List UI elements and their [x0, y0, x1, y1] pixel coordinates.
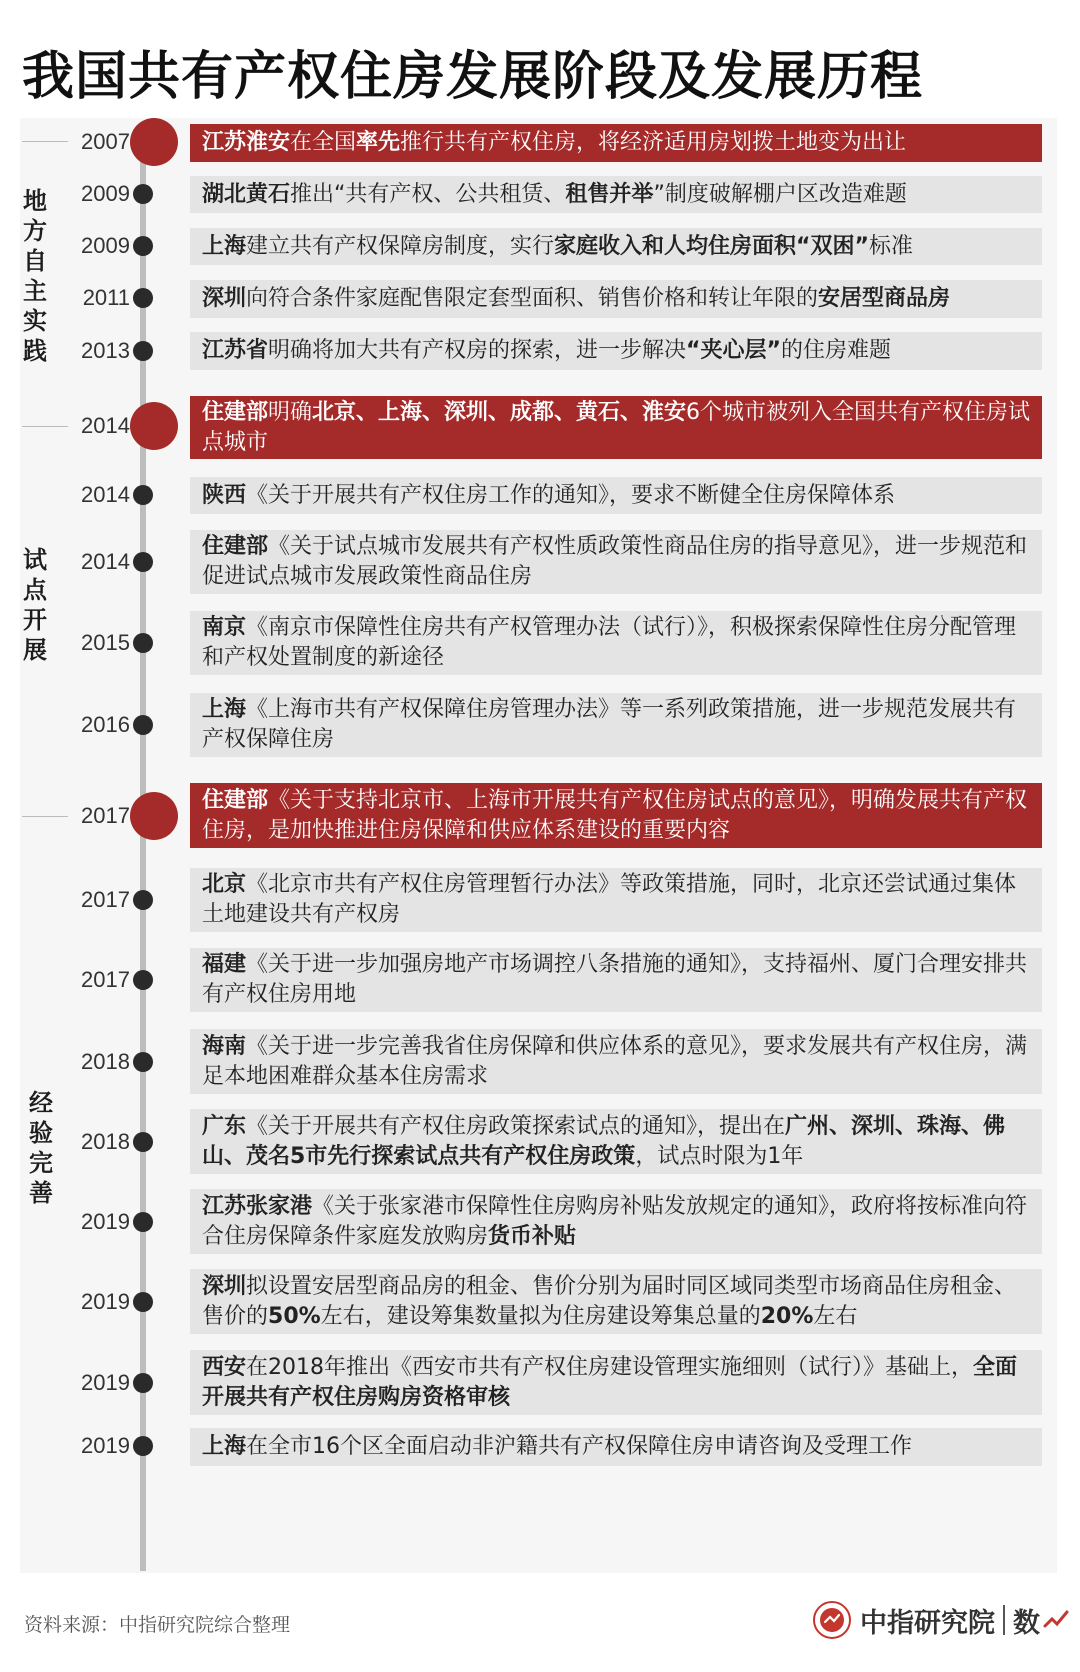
page-title: 我国共有产权住房发展阶段及发展历程	[22, 47, 924, 107]
event-marker	[133, 890, 153, 910]
body-text: 左右，建设筹集数量拟为住房建设筹集总量的	[320, 1303, 761, 1329]
milestone-description	[190, 396, 1042, 459]
milestone-description	[190, 124, 1042, 162]
event-description	[190, 1428, 1042, 1466]
body-text: 推行共有产权住房，将经济适用房划拨土地变为出让	[400, 130, 907, 155]
event-year: 2011	[82, 285, 130, 310]
body-text: 推出“共有产权、公共租赁、	[290, 181, 566, 207]
emphasis-text: 50%	[268, 1303, 321, 1329]
phase-label-refinement: 经验完善	[29, 1089, 53, 1207]
emphasis-text: 江苏省	[202, 338, 269, 363]
event-text	[202, 398, 1032, 458]
body-text: 《北京市共有产权住房管理暂行办法》等政策措施，同时，北京还尝试通过集体土地建设共有产权房	[202, 872, 1017, 927]
event-description	[190, 1109, 1042, 1174]
event-year: 2009	[81, 181, 130, 206]
event-text	[202, 1432, 912, 1462]
brand-name: 中指研究院	[860, 1607, 995, 1639]
emphasis-text: 20%	[760, 1303, 814, 1329]
event-description	[190, 868, 1042, 932]
event-text	[202, 180, 907, 210]
emphasis-text: 南京	[202, 615, 247, 640]
emphasis-text: 住建部	[202, 399, 269, 425]
emphasis-text: 上海	[202, 697, 247, 722]
emphasis-text: 上海	[202, 1434, 247, 1459]
event-text	[202, 1192, 1032, 1252]
emphasis-text: 湖北黄石	[202, 181, 291, 207]
body-text: ”制度破解棚户区改造难题	[653, 181, 907, 207]
event-marker	[133, 236, 153, 256]
body-text: 拟设置安居型商品房的租金、售价分别为届时同区域同类型市场商品住房租金、售价的	[202, 1273, 1017, 1329]
emphasis-text: 安居型商品房	[818, 286, 951, 311]
event-description	[190, 176, 1042, 213]
body-text: 在全市16个区全面启动非沪籍共有产权保障住房申请咨询及受理工作	[246, 1434, 913, 1459]
event-marker	[133, 341, 153, 361]
body-text: 在全国	[290, 130, 357, 155]
event-year: 2014	[81, 482, 130, 507]
body-text: 明确将加大共有产权房的探索，进一步解决	[268, 338, 687, 363]
emphasis-text: 西安	[202, 1354, 247, 1380]
event-description	[190, 1350, 1042, 1415]
body-text: 在2018年推出《西安市共有产权住房建设管理实施细则（试行）》基础上，	[246, 1354, 974, 1380]
body-text: 《关于进一步加强房地产市场调控八条措施的通知》，支持福州、厦门合理安排共有产权住房用地	[202, 952, 1028, 1007]
event-marker	[133, 715, 153, 735]
emphasis-text: 货币补贴	[488, 1223, 577, 1249]
event-marker	[133, 485, 153, 505]
event-text	[202, 481, 895, 511]
event-description	[190, 611, 1042, 675]
event-description	[190, 1029, 1042, 1094]
event-description	[190, 477, 1042, 514]
event-text	[202, 1032, 1032, 1092]
event-marker	[133, 1052, 153, 1072]
event-text	[202, 284, 950, 314]
event-year: 2016	[81, 712, 130, 737]
body-text: 向符合条件家庭配售限定套型面积、销售价格和转让年限的	[246, 286, 819, 311]
milestone-description	[190, 783, 1042, 848]
event-text	[202, 1353, 1032, 1413]
event-year: 2019	[81, 1433, 130, 1458]
event-text	[202, 1272, 1032, 1332]
event-year: 2014	[81, 549, 130, 574]
event-text	[202, 232, 913, 262]
emphasis-text: 海南	[202, 1033, 247, 1059]
phase-label-pilot: 试点开展	[23, 546, 47, 664]
event-year: 2017	[81, 803, 130, 828]
event-marker	[133, 633, 153, 653]
event-marker	[133, 1292, 153, 1312]
event-year: 2009	[81, 233, 130, 258]
event-description	[190, 530, 1042, 594]
emphasis-text: 住建部	[202, 534, 269, 559]
event-year: 2017	[81, 887, 130, 912]
event-text	[202, 870, 1032, 930]
emphasis-text: 广东	[202, 1113, 247, 1139]
event-marker	[133, 184, 153, 204]
event-marker	[133, 1132, 153, 1152]
emphasis-text: 上海	[202, 233, 247, 259]
body-text: 6个城市被列入全国共有产权住房试点城市	[202, 399, 1031, 455]
source-note: 资料来源：中指研究院综合整理	[24, 1614, 291, 1636]
emphasis-text: 北京、上海、深圳、成都、黄石、淮安	[312, 399, 687, 425]
event-marker	[133, 970, 153, 990]
event-year: 2018	[81, 1129, 130, 1154]
milestone-marker	[130, 402, 178, 450]
emphasis-text: 江苏张家港	[202, 1193, 313, 1219]
event-year: 2019	[81, 1289, 130, 1314]
body-text: 《南京市保障性住房共有产权管理办法（试行）》，积极探索保障性住房分配管理和产权处置制度的新途径	[202, 615, 1017, 670]
emphasis-text: 广州、深圳、珠海、佛山、茂名5市先行探索试点共有产权住房政策	[202, 1113, 1006, 1169]
event-year: 2019	[81, 1370, 130, 1395]
emphasis-text: 江苏淮安	[202, 130, 291, 155]
event-description	[190, 1189, 1042, 1254]
event-year: 2013	[81, 338, 130, 363]
emphasis-text: “夹心层”	[686, 338, 781, 363]
event-marker	[133, 552, 153, 572]
emphasis-text: 深圳	[202, 286, 247, 311]
body-text: 《关于张家港市保障性住房购房补贴发放规定的通知》，政府将按标准向符合住房保障条件家庭发放购房	[202, 1193, 1028, 1249]
emphasis-text: 住建部	[202, 787, 269, 813]
milestone-marker	[130, 118, 178, 166]
milestone-marker	[130, 792, 178, 840]
event-text	[202, 786, 1032, 846]
emphasis-text: 深圳	[202, 1273, 247, 1299]
body-text: 标准	[868, 233, 913, 259]
event-year: 2019	[81, 1209, 130, 1234]
body-text: 《关于进一步完善我省住房保障和供应体系的意见》，要求发展共有产权住房，满足本地困难群众基本住房需求	[202, 1033, 1028, 1089]
event-description	[190, 332, 1042, 370]
event-year: 2015	[81, 630, 130, 655]
emphasis-text: 率先	[356, 130, 401, 155]
emphasis-text: 家庭收入和人均住房面积“双困”	[554, 233, 869, 259]
event-description	[190, 948, 1042, 1012]
event-year: 2017	[81, 967, 130, 992]
body-text: 《上海市共有产权保障住房管理办法》等一系列政策措施，进一步规范发展共有产权保障住房	[202, 697, 1017, 752]
emphasis-text: 陕西	[202, 482, 247, 508]
body-text: 《关于开展共有产权住房政策探索试点的通知》，提出在	[246, 1113, 786, 1139]
body-text: 左右	[813, 1303, 858, 1329]
brand-logo	[812, 1598, 1070, 1642]
emphasis-text: 福建	[202, 952, 247, 977]
event-description	[190, 693, 1042, 757]
event-marker	[133, 288, 153, 308]
event-text	[202, 532, 1032, 592]
event-text	[202, 336, 891, 366]
body-text: ，试点时限为1年	[635, 1143, 804, 1169]
emphasis-text: 全面开展共有产权住房购房资格审核	[202, 1354, 1018, 1410]
event-marker	[133, 1212, 153, 1232]
event-marker	[133, 1436, 153, 1456]
event-year: 2018	[81, 1049, 130, 1074]
event-description	[190, 280, 1042, 318]
event-text	[202, 950, 1032, 1010]
brand-divider	[1003, 1605, 1005, 1635]
emphasis-text: 北京	[202, 872, 247, 897]
body-text: 明确	[268, 399, 313, 425]
event-text	[202, 128, 906, 158]
event-year: 2014	[81, 413, 130, 438]
event-text	[202, 1112, 1032, 1172]
event-text	[202, 613, 1032, 673]
brand-seal-icon	[812, 1600, 852, 1640]
body-text: 《关于试点城市发展共有产权性质政策性商品住房的指导意见》，进一步规范和促进试点城市发展政策性商品住房	[202, 534, 1028, 589]
event-text	[202, 695, 1032, 755]
event-description	[190, 228, 1042, 265]
body-text: 建立共有产权保障房制度，实行	[246, 233, 555, 259]
body-text: 《关于支持北京市、上海市开展共有产权住房试点的意见》，明确发展共有产权住房，是加快推进住房保障和供应体系建设的重要内容	[202, 787, 1028, 843]
body-text: 《关于开展共有产权住房工作的通知》，要求不断健全住房保障体系	[246, 482, 896, 508]
brand-sub: 数	[1013, 1607, 1040, 1639]
event-year: 2007	[81, 129, 130, 154]
event-description	[190, 1269, 1042, 1334]
trend-check-icon	[1042, 1606, 1070, 1634]
body-text: 的住房难题	[780, 338, 891, 363]
phase-label-local-practice: 地方自主实践	[23, 187, 47, 365]
emphasis-text: 租售并举	[565, 181, 654, 207]
event-marker	[133, 1373, 153, 1393]
